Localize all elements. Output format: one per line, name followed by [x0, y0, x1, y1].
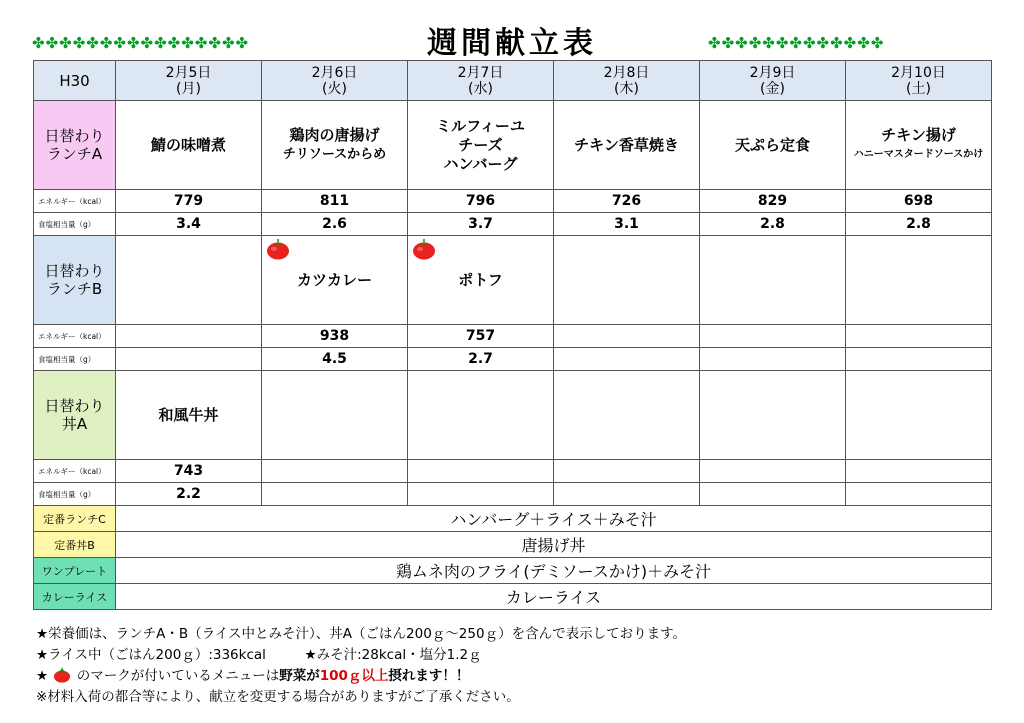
day-header: [554, 61, 700, 101]
notes: [36, 624, 686, 708]
salt-label: 食塩相当量（g）: [34, 483, 116, 506]
dish-name-line3: ハンバーグ: [443, 154, 518, 173]
dish-name-line1: 和風牛丼: [158, 405, 219, 424]
day-of-week: (火): [322, 80, 347, 97]
header-row: [34, 61, 992, 101]
day-header: [408, 61, 554, 101]
dish-cell: [700, 371, 846, 460]
salt-value: 3.4: [116, 213, 262, 236]
salt-value: [408, 483, 554, 506]
fixed-menu-value: 唐揚げ丼: [116, 532, 992, 558]
energy-value: 796: [408, 190, 554, 213]
section-label-line1: 日替わり: [44, 397, 105, 415]
dish-cell: [700, 236, 846, 325]
note-vegetable: [36, 666, 686, 687]
section-label-line2: 丼A: [61, 415, 88, 433]
note-vegetable-amount: 100ｇ以上: [319, 668, 389, 684]
energy-value: [262, 460, 408, 483]
salt-label: 食塩相当量（g）: [34, 348, 116, 371]
note-rice: [36, 645, 686, 666]
dish-cell: [554, 236, 700, 325]
fixed-menu-label: 定番ランチC: [34, 506, 116, 532]
salt-value: [554, 483, 700, 506]
note-vegetable-text: 野菜が: [279, 668, 320, 684]
salt-value: [554, 348, 700, 371]
salt-value: 2.8: [846, 213, 992, 236]
energy-value: [846, 460, 992, 483]
dish-cell: [554, 371, 700, 460]
day-of-week: (土): [906, 80, 931, 97]
dish-cell: [408, 101, 554, 190]
fixed-menu-label: ワンプレート: [34, 558, 116, 584]
energy-value: [554, 325, 700, 348]
salt-value: [846, 348, 992, 371]
day-date: 2月7日: [457, 64, 504, 81]
dish-name-line2: チリソースからめ: [282, 147, 387, 162]
tomato-icon: [266, 238, 290, 260]
day-of-week: (月): [176, 80, 201, 97]
energy-value: [700, 460, 846, 483]
day-of-week: (木): [614, 80, 639, 97]
day-header: [700, 61, 846, 101]
dish-name-line1: 鶏肉の唐揚げ: [289, 126, 380, 144]
salt-row: [34, 348, 992, 371]
note-miso: ★みそ汁:28kcal・塩分1.2ｇ: [304, 647, 482, 663]
day-of-week: (水): [468, 80, 493, 97]
dish-cell: [116, 371, 262, 460]
salt-value: [116, 348, 262, 371]
energy-label: エネルギー（kcal）: [34, 325, 116, 348]
energy-value: [846, 325, 992, 348]
energy-value: 829: [700, 190, 846, 213]
clover-decoration-right: ✤✤✤✤✤✤✤✤✤✤✤✤✤: [708, 34, 885, 52]
dish-cell: [846, 371, 992, 460]
note-vegetable-exclaim: 摂れます！！: [388, 668, 470, 684]
energy-value: 938: [262, 325, 408, 348]
year-cell: H30: [34, 61, 116, 101]
energy-row: [34, 325, 992, 348]
dish-name-line1: 鯖の味噌煮: [150, 135, 226, 154]
section-label: [34, 236, 116, 325]
note-rice-kcal: ★ライス中（ごはん200ｇ）:336kcal: [36, 647, 266, 663]
note-nutrition: ★栄養価は、ランチA・B（ライス中とみそ汁）、丼A（ごはん200ｇ～250ｇ）を含んで表示しております。: [36, 626, 686, 642]
day-header: [116, 61, 262, 101]
dish-row: [34, 236, 992, 325]
salt-value: 2.7: [408, 348, 554, 371]
energy-value: [116, 325, 262, 348]
fixed-menu-row: [34, 584, 992, 610]
section-label: [34, 101, 116, 190]
fixed-menu-value: 鶏ムネ肉のフライ(デミソースかけ)＋みそ汁: [116, 558, 992, 584]
salt-value: [846, 483, 992, 506]
dish-cell: [846, 236, 992, 325]
note-disclaimer: ※材料入荷の都合等により、献立を変更する場合がありますがご了承ください。: [36, 689, 520, 705]
note-star: ★: [36, 668, 49, 684]
dish-cell: [408, 236, 554, 325]
salt-value: 4.5: [262, 348, 408, 371]
note-mark-text: のマークが付いているメニューは: [76, 668, 280, 684]
salt-value: 2.2: [116, 483, 262, 506]
energy-value: 726: [554, 190, 700, 213]
dish-name-line1: ポトフ: [458, 270, 503, 289]
energy-value: 757: [408, 325, 554, 348]
clover-decoration-left: ✤✤✤✤✤✤✤✤✤✤✤✤✤✤✤✤: [32, 34, 250, 52]
day-date: 2月10日: [891, 64, 946, 81]
dish-name-line2: ハニーマスタードソースかけ: [853, 149, 984, 160]
dish-row: [34, 101, 992, 190]
section-label-line1: 日替わり: [44, 127, 105, 145]
section-label-line2: ランチB: [46, 280, 103, 298]
dish-name-line1: チキン揚げ: [881, 126, 956, 144]
day-header: [262, 61, 408, 101]
fixed-menu-value: カレーライス: [116, 584, 992, 610]
fixed-menu-row: [34, 532, 992, 558]
salt-row: [34, 213, 992, 236]
energy-label: エネルギー（kcal）: [34, 460, 116, 483]
dish-name-line2: チーズ: [458, 135, 503, 154]
salt-value: 2.6: [262, 213, 408, 236]
energy-value: [700, 325, 846, 348]
dish-cell: [262, 101, 408, 190]
dish-row: [34, 371, 992, 460]
fixed-menu-row: [34, 558, 992, 584]
dish-cell: [408, 371, 554, 460]
fixed-menu-label: カレーライス: [34, 584, 116, 610]
energy-label: エネルギー（kcal）: [34, 190, 116, 213]
dish-cell: [262, 236, 408, 325]
salt-value: 3.1: [554, 213, 700, 236]
energy-value: [408, 460, 554, 483]
section-label-line1: 日替わり: [44, 262, 105, 280]
dish-name-line1: 天ぷら定食: [734, 135, 810, 154]
day-date: 2月6日: [311, 64, 358, 81]
energy-value: 811: [262, 190, 408, 213]
salt-value: 3.7: [408, 213, 554, 236]
page-title: 週間献立表: [427, 26, 597, 61]
fixed-menu-value: ハンバーグ＋ライス＋みそ汁: [116, 506, 992, 532]
section-label-line2: ランチA: [46, 145, 103, 163]
salt-row: [34, 483, 992, 506]
tomato-icon: [52, 667, 72, 683]
energy-value: [554, 460, 700, 483]
weekly-menu-table: [33, 60, 992, 610]
tomato-icon: [412, 238, 436, 260]
day-date: 2月8日: [603, 64, 650, 81]
energy-value: 698: [846, 190, 992, 213]
dish-name-line1: カツカレー: [296, 270, 372, 289]
salt-label: 食塩相当量（g）: [34, 213, 116, 236]
dish-name-line1: ミルフィーユ: [436, 116, 525, 135]
energy-value: 779: [116, 190, 262, 213]
energy-row: [34, 190, 992, 213]
day-date: 2月9日: [749, 64, 796, 81]
energy-row: [34, 460, 992, 483]
dish-cell: [554, 101, 700, 190]
fixed-menu-label: 定番丼B: [34, 532, 116, 558]
day-date: 2月5日: [165, 64, 212, 81]
salt-value: [700, 483, 846, 506]
dish-name-line1: チキン香草焼き: [574, 135, 679, 154]
fixed-menu-row: [34, 506, 992, 532]
energy-value: 743: [116, 460, 262, 483]
dish-cell: [262, 371, 408, 460]
section-label: [34, 371, 116, 460]
dish-cell: [116, 236, 262, 325]
salt-value: [700, 348, 846, 371]
day-of-week: (金): [760, 80, 785, 97]
salt-value: 2.8: [700, 213, 846, 236]
dish-cell: [846, 101, 992, 190]
salt-value: [262, 483, 408, 506]
day-header: [846, 61, 992, 101]
dish-cell: [700, 101, 846, 190]
dish-cell: [116, 101, 262, 190]
